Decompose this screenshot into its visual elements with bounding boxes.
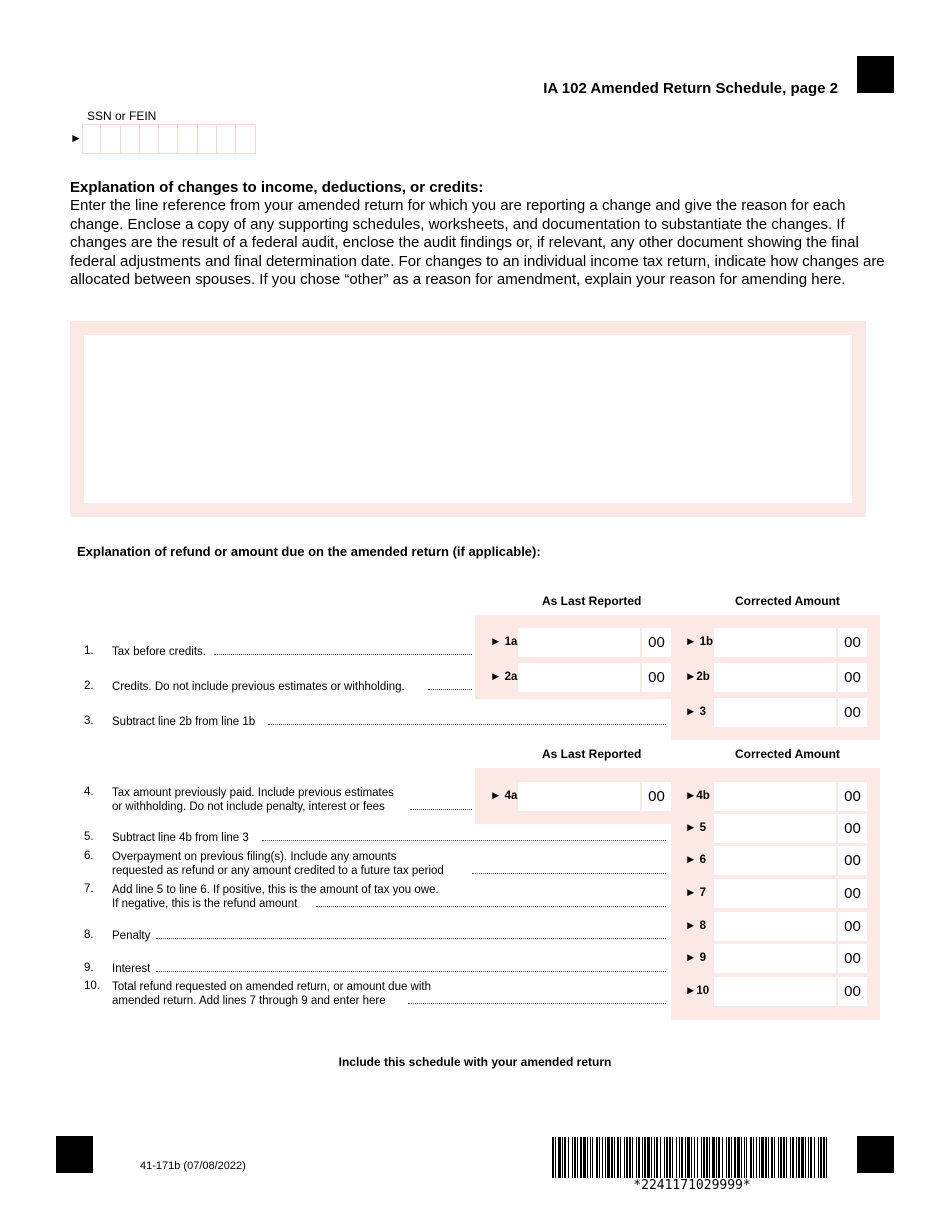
ref-1b: ► 1b bbox=[685, 636, 713, 648]
footer-note: Include this schedule with your amended return bbox=[338, 1055, 612, 1069]
line-10-cents[interactable]: 00 bbox=[838, 977, 867, 1006]
line-4-label-1: Tax amount previously paid. Include previous estimates bbox=[112, 787, 394, 799]
line-2a-cents[interactable]: 00 bbox=[642, 663, 671, 692]
line-number: 3. bbox=[84, 715, 94, 727]
line-5-input[interactable] bbox=[714, 814, 836, 843]
ssn-digit-box[interactable] bbox=[159, 124, 178, 154]
line-2a-input[interactable] bbox=[518, 663, 640, 692]
line-3-input[interactable] bbox=[714, 698, 836, 727]
line-1-label: Tax before credits. bbox=[112, 646, 206, 658]
line-1a-cents[interactable]: 00 bbox=[642, 628, 671, 657]
leader-dots bbox=[156, 971, 666, 972]
line-7-input[interactable] bbox=[714, 879, 836, 908]
ssn-label: SSN or FEIN bbox=[87, 109, 157, 123]
explanation-text-area[interactable] bbox=[84, 335, 852, 503]
ssn-digit-box[interactable] bbox=[198, 124, 217, 154]
ref-3: ► 3 bbox=[685, 706, 706, 718]
line-10-label-1: Total refund requested on amended return, or amount due with bbox=[112, 981, 432, 993]
explanation-heading: Explanation of changes to income, deductions, or credits: bbox=[70, 179, 484, 196]
ref-10: ►10 bbox=[685, 985, 710, 997]
line-8-label: Penalty bbox=[112, 930, 151, 942]
registration-mark-bottom-right bbox=[857, 1136, 894, 1173]
ref-9: ► 9 bbox=[685, 952, 706, 964]
line-10-input[interactable] bbox=[714, 977, 836, 1006]
line-7-label-1: Add line 5 to line 6. If positive, this is the amount of tax you owe. bbox=[112, 884, 439, 896]
line-6-cents[interactable]: 00 bbox=[838, 846, 867, 875]
ref-8: ► 8 bbox=[685, 920, 706, 932]
line-9-label: Interest bbox=[112, 963, 151, 975]
ref-6: ► 6 bbox=[685, 854, 706, 866]
line-6-input[interactable] bbox=[714, 846, 836, 875]
line-number: 9. bbox=[84, 962, 94, 974]
col-header-last-reported: As Last Reported bbox=[542, 594, 642, 608]
leader-dots bbox=[410, 809, 472, 810]
line-4-label-2: or withholding. Do not include penalty, interest or fees bbox=[112, 801, 385, 813]
explanation-instructions: Enter the line reference from your amended return for which you are reporting a change and give the reason for each change. Enclose a copy of any supporting schedules, worksheets, and documentation to substantiate the changes. If changes are the result of a federal audit, enclose the audit findings or, if relevant, any other document showing the final federal adjustments and final determination date. For changes to an individual income tax return, indicate how changes are allocated between spouses. If you chose “other” as a reason for amendment, explain your reason for amending here. bbox=[70, 197, 885, 289]
line-3-cents[interactable]: 00 bbox=[838, 698, 867, 727]
ssn-digit-box[interactable] bbox=[121, 124, 140, 154]
leader-dots bbox=[408, 1003, 666, 1004]
ref-7: ► 7 bbox=[685, 887, 706, 899]
ssn-digit-box[interactable] bbox=[236, 124, 255, 154]
line-number: 7. bbox=[84, 883, 94, 895]
ref-2b: ►2b bbox=[685, 671, 710, 683]
line-3-label: Subtract line 2b from line 1b bbox=[112, 716, 256, 728]
ssn-digit-box[interactable] bbox=[82, 124, 101, 154]
line-8-cents[interactable]: 00 bbox=[838, 912, 867, 941]
col-header-corrected: Corrected Amount bbox=[735, 594, 840, 608]
leader-dots bbox=[316, 906, 666, 907]
line-number: 10. bbox=[84, 980, 100, 992]
line-2b-input[interactable] bbox=[714, 663, 836, 692]
form-number: 41-171b (07/08/2022) bbox=[140, 1160, 246, 1172]
ref-1a: ► 1a bbox=[490, 636, 518, 648]
leader-dots bbox=[268, 724, 666, 725]
ssn-digit-box[interactable] bbox=[101, 124, 120, 154]
line-4b-cents[interactable]: 00 bbox=[838, 782, 867, 811]
line-1b-cents[interactable]: 00 bbox=[838, 628, 867, 657]
line-4a-cents[interactable]: 00 bbox=[642, 782, 671, 811]
barcode-image bbox=[552, 1137, 832, 1178]
line-5-label: Subtract line 4b from line 3 bbox=[112, 832, 249, 844]
leader-dots bbox=[214, 654, 472, 655]
line-number: 4. bbox=[84, 786, 94, 798]
line-number: 2. bbox=[84, 680, 94, 692]
registration-mark-top-right bbox=[857, 56, 894, 93]
refund-heading: Explanation of refund or amount due on the amended return (if applicable): bbox=[77, 544, 541, 559]
line-4a-input[interactable] bbox=[518, 782, 640, 811]
leader-dots bbox=[472, 873, 666, 874]
ref-2a: ► 2a bbox=[490, 671, 518, 683]
ssn-digit-box[interactable] bbox=[178, 124, 197, 154]
line-2-label: Credits. Do not include previous estimates or withholding. bbox=[112, 681, 405, 693]
line-10-label-2: amended return. Add lines 7 through 9 and enter here bbox=[112, 995, 386, 1007]
line-5-cents[interactable]: 00 bbox=[838, 814, 867, 843]
line-9-cents[interactable]: 00 bbox=[838, 944, 867, 973]
line-number: 6. bbox=[84, 850, 94, 862]
line-2b-cents[interactable]: 00 bbox=[838, 663, 867, 692]
ref-4a: ► 4a bbox=[490, 790, 518, 802]
leader-dots bbox=[156, 938, 666, 939]
page-title: IA 102 Amended Return Schedule, page 2 bbox=[543, 80, 838, 97]
line-number: 8. bbox=[84, 929, 94, 941]
ref-5: ► 5 bbox=[685, 822, 706, 834]
line-4b-input[interactable] bbox=[714, 782, 836, 811]
line-7-label-2: If negative, this is the refund amount bbox=[112, 898, 298, 910]
leader-dots bbox=[262, 840, 666, 841]
ssn-arrow-icon: ► bbox=[70, 131, 82, 145]
registration-mark-bottom-left bbox=[56, 1136, 93, 1173]
line-6-label-1: Overpayment on previous filing(s). Include any amounts bbox=[112, 851, 397, 863]
line-number: 1. bbox=[84, 645, 94, 657]
col-header-corrected-2: Corrected Amount bbox=[735, 747, 840, 761]
leader-dots bbox=[428, 689, 472, 690]
line-8-input[interactable] bbox=[714, 912, 836, 941]
ref-4b: ►4b bbox=[685, 790, 710, 802]
ssn-input[interactable] bbox=[82, 124, 256, 154]
line-9-input[interactable] bbox=[714, 944, 836, 973]
line-7-cents[interactable]: 00 bbox=[838, 879, 867, 908]
ssn-digit-box[interactable] bbox=[217, 124, 236, 154]
line-1a-input[interactable] bbox=[518, 628, 640, 657]
line-number: 5. bbox=[84, 831, 94, 843]
barcode-text: *2241171029999* bbox=[633, 1178, 751, 1193]
barcode-bar bbox=[827, 1137, 830, 1178]
col-header-last-reported-2: As Last Reported bbox=[542, 747, 642, 761]
ssn-digit-box[interactable] bbox=[140, 124, 159, 154]
line-1b-input[interactable] bbox=[714, 628, 836, 657]
line-6-label-2: requested as refund or any amount credited to a future tax period bbox=[112, 865, 444, 877]
